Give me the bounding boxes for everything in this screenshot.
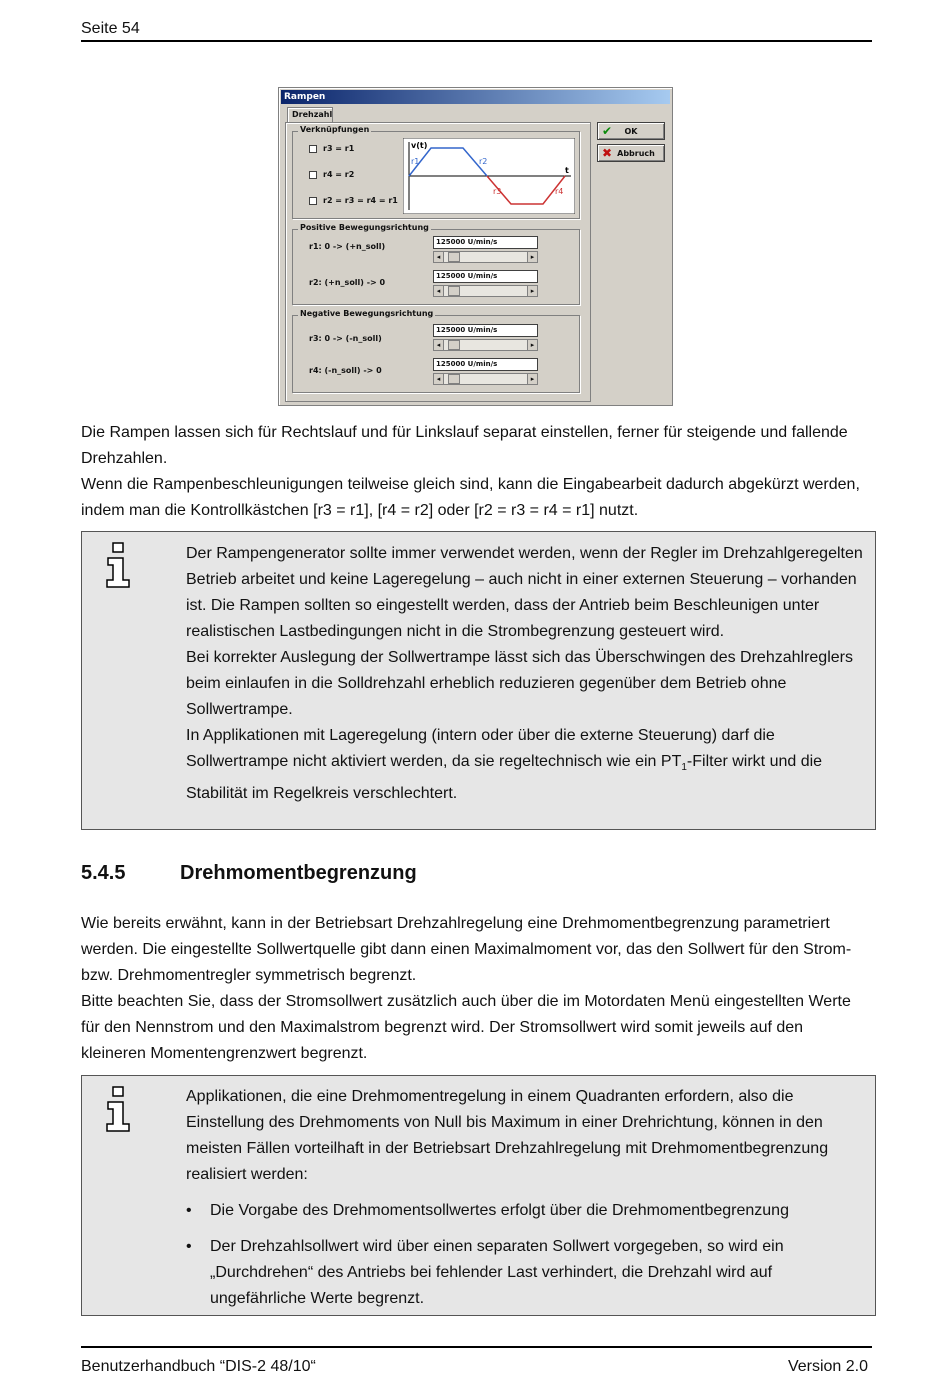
ok-button[interactable] bbox=[597, 122, 665, 140]
group-label: Negative Bewegungsrichtung bbox=[300, 309, 434, 318]
axis-t-label: t bbox=[565, 166, 569, 175]
section-title: Drehmomentbegrenzung bbox=[180, 862, 417, 884]
page-header bbox=[81, 18, 872, 42]
page-number: Seite 54 bbox=[81, 20, 140, 37]
note-1-paragraph-3 bbox=[186, 723, 865, 807]
group-positive bbox=[292, 223, 580, 305]
label-r3: r3 bbox=[493, 187, 502, 196]
cancel-button[interactable] bbox=[597, 144, 665, 162]
arrow-left-icon[interactable]: ◂ bbox=[434, 340, 444, 350]
note-1-p3-part-b: -Filter wirkt und die Stabilität im Regelkreis verschlechtert. bbox=[186, 753, 823, 803]
ok-label: OK bbox=[624, 126, 638, 136]
info-note-2 bbox=[81, 1075, 876, 1316]
arrow-right-icon[interactable]: ▸ bbox=[527, 374, 537, 384]
row-label-r1: r1: 0 -> (+n_soll) bbox=[309, 242, 386, 251]
dialog-title: Rampen bbox=[281, 90, 670, 104]
note-1-paragraph-1: Der Rampengenerator sollte immer verwendet werden, wenn der Regler im Drehzahlgeregelten Betrieb arbeitet und keine Lageregelung – auch nicht in einer externen Steuerung – vorhanden ist. Die Rampen sollten so eingestellt werden, dass der Antrieb beim Beschleunigen unter realistischen Lastbedingungen nicht in die Strombegrenzung gesteuert wird. bbox=[186, 545, 863, 640]
footer-version: Version 2.0 bbox=[787, 1358, 868, 1375]
value-r1[interactable]: 125000 U/min/s bbox=[433, 236, 538, 249]
info-note-1 bbox=[81, 531, 876, 830]
checkbox-r3-r1[interactable] bbox=[309, 144, 354, 153]
field-r4[interactable] bbox=[433, 358, 538, 387]
field-r2[interactable] bbox=[433, 270, 538, 299]
row-label-r2: r2: (+n_soll) -> 0 bbox=[309, 278, 386, 287]
checkbox-r4-r2[interactable] bbox=[309, 170, 354, 179]
tab-panel bbox=[285, 122, 591, 402]
note-2-paragraph: Applikationen, die eine Drehmomentregelung in einem Quadranten erfordern, also die Einstellung des Drehmoments von Null bis Maximum in einer Drehrichtung, können in den meisten Fällen vorteilhaft in der Betriebsart Drehzahlregelung mit Drehmomentbegrenzung realisiert werden: bbox=[186, 1088, 829, 1183]
value-r2[interactable]: 125000 U/min/s bbox=[433, 270, 538, 283]
info-icon bbox=[104, 542, 132, 588]
footer-manual-title: Benutzerhandbuch “DIS-2 48/10“ bbox=[81, 1358, 316, 1375]
rampen-dialog bbox=[278, 87, 673, 406]
value-r3[interactable]: 125000 U/min/s bbox=[433, 324, 538, 337]
scroll-thumb[interactable] bbox=[448, 374, 460, 384]
checkbox-label: r3 = r1 bbox=[323, 144, 355, 153]
arrow-left-icon[interactable]: ◂ bbox=[434, 252, 444, 262]
field-r3[interactable] bbox=[433, 324, 538, 353]
list-item: • Der Drehzahlsollwert wird über einen separaten Sollwert vorgegeben, so wird ein „Durchdrehen“ des Antriebs bei fehlender Last verhindert, die Drehzahl wird auf ungefährliche Werte begrenzt. bbox=[186, 1234, 865, 1312]
page-footer bbox=[81, 1346, 872, 1375]
checkbox-all-equal[interactable] bbox=[309, 196, 398, 205]
list-item: • Die Vorgabe des Drehmomentsollwertes erfolgt über die Drehmomentbegrenzung bbox=[186, 1198, 865, 1224]
field-r1[interactable] bbox=[433, 236, 538, 265]
arrow-left-icon[interactable]: ◂ bbox=[434, 286, 444, 296]
checkbox-label: r2 = r3 = r4 = r1 bbox=[323, 196, 398, 205]
label-r1: r1 bbox=[411, 157, 420, 166]
info-icon bbox=[104, 1086, 132, 1132]
group-label: Verknüpfungen bbox=[300, 125, 370, 134]
axis-v-label: v(t) bbox=[411, 141, 428, 150]
group-label: Positive Bewegungsrichtung bbox=[300, 223, 429, 232]
paragraph-2: Wenn die Rampenbeschleunigungen teilweise gleich sind, kann die Eingabearbeit dadurch abgekürzt werden, indem man die Kontrollkästchen [r3 = r1], [r4 = r2] oder [r2 = r3 = r4 = r1] nutzt. bbox=[81, 476, 860, 519]
checkbox-label: r4 = r2 bbox=[323, 170, 355, 179]
note-2-text bbox=[186, 1084, 865, 1322]
tab-drehzahl[interactable]: Drehzahl bbox=[287, 107, 333, 123]
close-icon: ✖ bbox=[602, 146, 613, 160]
ramp-graph bbox=[403, 138, 575, 214]
label-r2: r2 bbox=[479, 157, 488, 166]
note-2-list bbox=[186, 1198, 865, 1312]
section-number: 5.4.5 bbox=[81, 862, 126, 884]
scroll-thumb[interactable] bbox=[448, 252, 460, 262]
note-1-p3-part-a: In Applikationen mit Lageregelung (intern oder über die externe Steuerung) darf die Sollwertrampe nicht aktiviert werden, da sie regeltechnisch wie ein PT bbox=[186, 727, 775, 770]
row-label-r3: r3: 0 -> (-n_soll) bbox=[309, 334, 382, 343]
note-1-text bbox=[186, 541, 865, 807]
group-negative bbox=[292, 309, 580, 393]
arrow-right-icon[interactable]: ▸ bbox=[527, 286, 537, 296]
cancel-label: Abbruch bbox=[617, 148, 655, 158]
scrollbar-r2[interactable] bbox=[433, 285, 538, 297]
section-heading bbox=[81, 862, 417, 885]
arrow-right-icon[interactable]: ▸ bbox=[527, 340, 537, 350]
note-1-p3-subscript: 1 bbox=[681, 762, 687, 774]
value-r4[interactable]: 125000 U/min/s bbox=[433, 358, 538, 371]
note-1-paragraph-2: Bei korrekter Auslegung der Sollwertrampe lässt sich das Überschwingen des Drehzahlreglers beim einlaufen in die Solldrehzahl erheblich reduzieren gegenüber dem Betrieb ohne Sollwertrampe. bbox=[186, 649, 853, 718]
row-label-r4: r4: (-n_soll) -> 0 bbox=[309, 366, 382, 375]
scrollbar-r3[interactable] bbox=[433, 339, 538, 351]
label-r4: r4 bbox=[555, 187, 564, 196]
scrollbar-r4[interactable] bbox=[433, 373, 538, 385]
check-icon: ✔ bbox=[602, 124, 613, 138]
arrow-left-icon[interactable]: ◂ bbox=[434, 374, 444, 384]
paragraph-3: Wie bereits erwähnt, kann in der Betriebsart Drehzahlregelung eine Drehmomentbegrenzung parametriert werden. Die eingestellte Sollwertquelle gibt dann einen Maximalmoment vor, das den Sollwert für den Strom- bzw. Drehmomentregler symmetrisch begrenzt. bbox=[81, 915, 852, 984]
arrow-right-icon[interactable]: ▸ bbox=[527, 252, 537, 262]
scroll-thumb[interactable] bbox=[448, 286, 460, 296]
scroll-thumb[interactable] bbox=[448, 340, 460, 350]
group-verknuepfungen bbox=[292, 125, 580, 219]
paragraph-1: Die Rampen lassen sich für Rechtslauf und für Linkslauf separat einstellen, ferner für steigende und fallende Drehzahlen. bbox=[81, 424, 848, 467]
scrollbar-r1[interactable] bbox=[433, 251, 538, 263]
paragraph-4: Bitte beachten Sie, dass der Stromsollwert zusätzlich auch über die im Motordaten Menü eingestellten Werte für den Nennstrom und den Maximalstrom begrenzt wird. Der Stromsollwert wird somit jeweils auf den kleineren Momentengrenzwert begrenzt. bbox=[81, 993, 851, 1062]
